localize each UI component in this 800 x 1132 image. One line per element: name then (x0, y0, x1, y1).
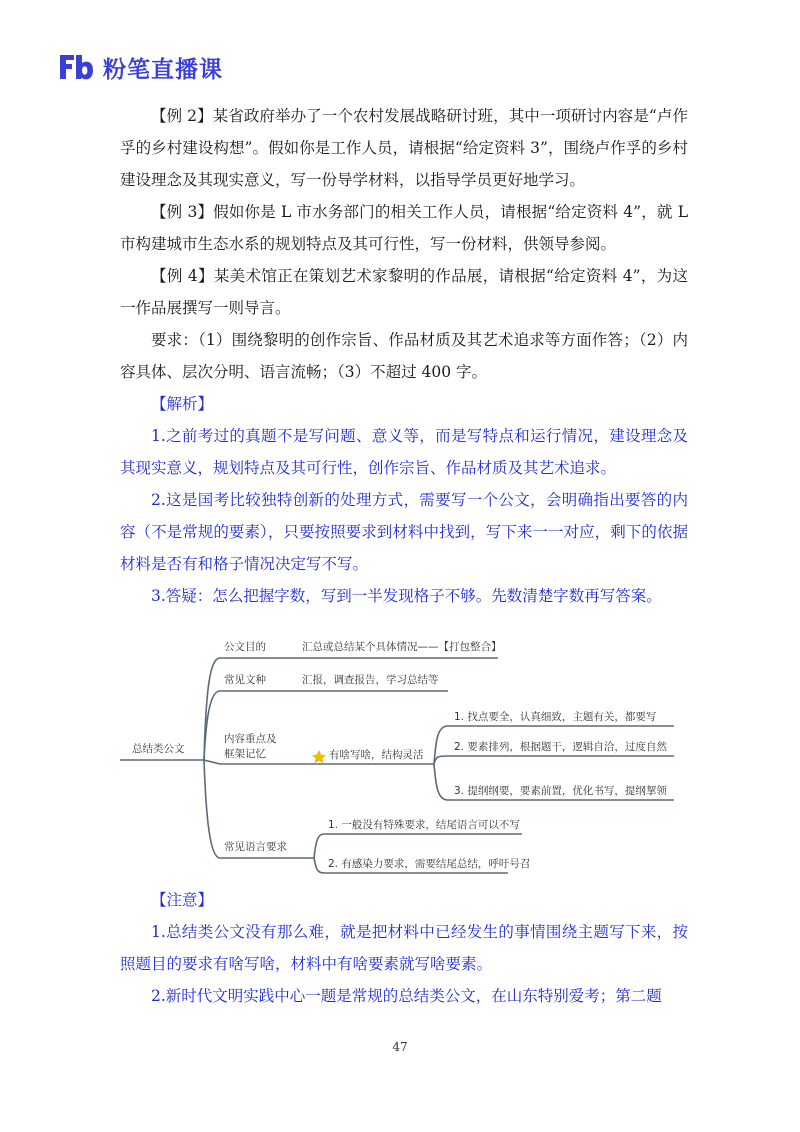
page-number: 47 (392, 1040, 408, 1054)
body-text-top (120, 100, 688, 612)
header (57, 50, 223, 84)
note-point-1: 1.总结类公文没有那么难，就是把材料中已经发生的事情围绕主题写下来，按照题目的要求有啥写啥，材料中有啥要素就写啥要素。 (120, 923, 688, 973)
analysis-point-3: 3.答疑：怎么把握字数，写到一半发现格子不够。先数清楚字数再写答案。 (151, 587, 662, 605)
note-heading: 【注意】 (151, 891, 214, 909)
mindmap-diagram (118, 628, 688, 886)
note-point-2: 2.新时代文明实践中心一题是常规的总结类公文，在山东特别爱考；第二题 (151, 987, 662, 1005)
star-icon (312, 750, 326, 763)
branch-purpose: 公文目的 (224, 641, 266, 653)
body-text-bottom (120, 884, 688, 1012)
leaf-content-3: 3. 提纲纲要，要素前置，优化书写，提纲挈领 (454, 785, 667, 797)
branch-content-line1: 内容重点及 (224, 733, 277, 745)
branch-language: 常见语言要求 (224, 841, 287, 853)
mindmap-root: 总结类公文 (132, 743, 185, 755)
example-3-paragraph: 【例 3】假如你是 L 市水务部门的相关工作人员，请根据“给定资料 4”，就 L 市构建城市生态水系的规划特点及其可行性，写一份材料，供领导参阅。 (120, 203, 688, 253)
fb-logo-icon (57, 52, 95, 82)
brand-title: 粉笔直播课 (103, 56, 223, 83)
analysis-point-2: 2.这是国考比较独特创新的处理方式，需要写一个公文，会明确指出要答的内容（不是常规的要素），只要按照要求到材料中找到，写下来一一对应，剩下的依据材料是否有和格子情况决定写不写。 (120, 491, 688, 573)
branch-doc-types: 常见文种 (224, 674, 266, 686)
leaf-language-2: 2. 有感染力要求，需要结尾总结，呼吁号召 (328, 858, 531, 870)
analysis-heading: 【解析】 (151, 395, 214, 413)
branch-content-child: 有啥写啥，结构灵活 (329, 749, 424, 761)
branch-content-line2: 框架记忆 (224, 748, 266, 760)
branch-doc-types-child: 汇报，调查报告，学习总结等 (302, 674, 439, 686)
analysis-point-1: 1.之前考过的真题不是写问题、意义等，而是写特点和运行情况，建设理念及其现实意义，规划特点及其可行性，创作宗旨、作品材质及其艺术追求。 (120, 427, 688, 477)
leaf-language-1: 1. 一般没有特殊要求，结尾语言可以不写 (328, 819, 520, 831)
leaf-content-2: 2. 要素排列，根据题干，逻辑自洽，过度自然 (454, 741, 667, 753)
branch-purpose-child: 汇总或总结某个具体情况——【打包整合】 (302, 641, 502, 653)
leaf-content-1: 1. 找点要全，认真细致，主题有关，都要写 (454, 711, 657, 723)
example-4-paragraph: 【例 4】某美术馆正在策划艺术家黎明的作品展，请根据“给定资料 4”，为这一作品展撰写一则导言。 (120, 267, 688, 317)
example-2-paragraph: 【例 2】某省政府举办了一个农村发展战略研讨班，其中一项研讨内容是“卢作孚的乡村建设构想”。假如你是工作人员，请根据“给定资料 3”，围绕卢作孚的乡村建设理念及其现实意义，写一份导学材料，以指导学员更好地学习。 (120, 107, 688, 189)
requirements-paragraph: 要求：（1）围绕黎明的创作宗旨、作品材质及其艺术追求等方面作答；（2）内容具体、层次分明、语言流畅；（3）不超过 400 字。 (120, 331, 688, 381)
